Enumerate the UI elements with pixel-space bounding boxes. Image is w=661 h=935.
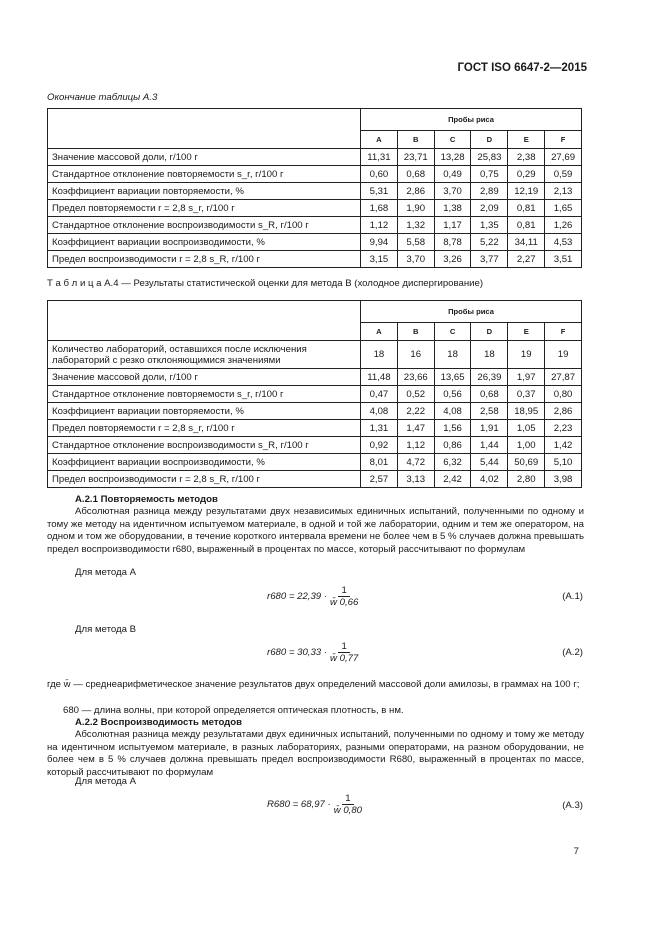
- cell-value: 8,01: [361, 454, 398, 471]
- cell-value: 2,13: [545, 183, 582, 200]
- where-line-2: 680 — длина волны, при которой определяется оптическая плотность, в нм.: [63, 705, 404, 716]
- cell-value: 0,68: [397, 166, 434, 183]
- row-label: Значение массовой доли, г/100 г: [48, 369, 361, 386]
- cell-value: 4,53: [545, 234, 582, 251]
- cell-value: 13,65: [434, 369, 471, 386]
- cell-value: 34,11: [508, 234, 545, 251]
- cell-value: 25,83: [471, 149, 508, 166]
- document-header: ГОСТ ISO 6647-2—2015: [457, 62, 587, 74]
- column-header: E: [508, 323, 545, 341]
- table-row: [48, 166, 582, 183]
- table-row: [48, 200, 582, 217]
- cell-value: 2,27: [508, 251, 545, 268]
- row-label: Значение массовой доли, г/100 г: [48, 149, 361, 166]
- cell-value: 4,72: [397, 454, 434, 471]
- table-row: [48, 420, 582, 437]
- table-row: [48, 437, 582, 454]
- cell-value: 0,92: [361, 437, 398, 454]
- row-label: Коэффициент вариации воспроизводимости, %: [48, 234, 361, 251]
- formula-a3-lhs: R680 = 68,97 ·: [267, 799, 331, 810]
- column-header: E: [508, 131, 545, 149]
- formula-a1-lhs: r680 = 22,39 ·: [267, 591, 328, 602]
- cell-value: 8,78: [434, 234, 471, 251]
- cell-value: 1,26: [545, 217, 582, 234]
- formula-a1-denominator: w̄ 0,66: [330, 597, 359, 608]
- cell-value: 2,42: [434, 471, 471, 488]
- cell-value: 23,66: [397, 369, 434, 386]
- row-label: Стандартное отклонение воспроизводимости s_R, г/100 г: [48, 437, 361, 454]
- cell-value: 1,38: [434, 200, 471, 217]
- cell-value: 0,86: [434, 437, 471, 454]
- cell-value: 3,98: [545, 471, 582, 488]
- cell-value: 5,58: [397, 234, 434, 251]
- table-a3-body: [48, 149, 582, 268]
- table-row: [48, 183, 582, 200]
- cell-value: 1,00: [508, 437, 545, 454]
- cell-value: 2,09: [471, 200, 508, 217]
- cell-value: 0,47: [361, 386, 398, 403]
- cell-value: 2,86: [397, 183, 434, 200]
- cell-value: 3,77: [471, 251, 508, 268]
- row-label: Стандартное отклонение повторяемости s_r, г/100 г: [48, 166, 361, 183]
- cell-value: 18: [471, 341, 508, 369]
- row-label: Коэффициент вариации повторяемости, %: [48, 403, 361, 420]
- formula-a2-number: (А.2): [562, 647, 583, 658]
- cell-value: 3,15: [361, 251, 398, 268]
- cell-value: 3,13: [397, 471, 434, 488]
- column-header: C: [434, 131, 471, 149]
- row-label: Коэффициент вариации повторяемости, %: [48, 183, 361, 200]
- cell-value: 2,58: [471, 403, 508, 420]
- cell-value: 9,94: [361, 234, 398, 251]
- table-a3-group-header: Пробы риса: [361, 109, 582, 131]
- cell-value: 1,47: [397, 420, 434, 437]
- cell-value: 5,31: [361, 183, 398, 200]
- cell-value: 0,56: [434, 386, 471, 403]
- cell-value: 1,42: [545, 437, 582, 454]
- section-a21-method-b: Для метода В: [75, 624, 136, 635]
- table-row: [48, 403, 582, 420]
- cell-value: 2,89: [471, 183, 508, 200]
- cell-value: 1,90: [397, 200, 434, 217]
- cell-value: 16: [397, 341, 434, 369]
- cell-value: 18,95: [508, 403, 545, 420]
- cell-value: 0,37: [508, 386, 545, 403]
- cell-value: 1,17: [434, 217, 471, 234]
- row-label: Стандартное отклонение повторяемости s_r, г/100 г: [48, 386, 361, 403]
- cell-value: 5,10: [545, 454, 582, 471]
- column-header: D: [471, 131, 508, 149]
- cell-value: 27,69: [545, 149, 582, 166]
- cell-value: 1,31: [361, 420, 398, 437]
- cell-value: 6,32: [434, 454, 471, 471]
- cell-value: 1,68: [361, 200, 398, 217]
- table-a4-caption-text: Результаты статистической оценки для метода В (холодное диспергирование): [133, 278, 484, 289]
- cell-value: 1,12: [397, 437, 434, 454]
- section-a21-paragraph: Абсолютная разница между результатами двух независимых единичных испытаний, полученными по одному и тому же методу на идентичном испытуемом материале, в одной и той же лаборатории, одним и тем же оператором, на одном и том же оборудовании, в течение короткого интервала времени не более чем в 5 % случаев должна превышать предел воспроизводимости r680, выраженный в процентах по массе, который рассчитывают по формулам: [47, 506, 584, 555]
- cell-value: 50,69: [508, 454, 545, 471]
- section-a22-paragraph: Абсолютная разница между результатами двух единичных испытаний, полученными по одному и тому же методу на идентичном испытуемом материале, в разных лабораториях, разными операторами, на разном оборудовании, не более чем в 5 % случаев должна превышать предел воспроизводимости R680, выраженный в процентах по массе, который рассчитывают по формулам: [47, 729, 584, 778]
- row-label: Коэффициент вариации воспроизводимости, %: [48, 454, 361, 471]
- cell-value: 11,48: [361, 369, 398, 386]
- cell-value: 4,02: [471, 471, 508, 488]
- cell-value: 1,56: [434, 420, 471, 437]
- table-a3-corner: [48, 109, 361, 149]
- cell-value: 4,08: [434, 403, 471, 420]
- formula-a3-number: (А.3): [562, 800, 583, 811]
- cell-value: 2,23: [545, 420, 582, 437]
- cell-value: 1,35: [471, 217, 508, 234]
- table-row: [48, 386, 582, 403]
- cell-value: 1,91: [471, 420, 508, 437]
- formula-a3-denominator: w̄ 0,80: [333, 805, 363, 816]
- cell-value: 0,59: [545, 166, 582, 183]
- section-a21-method-a: Для метода А: [75, 567, 136, 578]
- cell-value: 19: [545, 341, 582, 369]
- cell-value: 3,70: [397, 251, 434, 268]
- cell-value: 1,65: [545, 200, 582, 217]
- row-label: Предел воспроизводимости r = 2,8 s_R, г/100 г: [48, 471, 361, 488]
- cell-value: 5,22: [471, 234, 508, 251]
- cell-value: 0,75: [471, 166, 508, 183]
- table-a4-body: [48, 341, 582, 488]
- column-header: C: [434, 323, 471, 341]
- cell-value: 12,19: [508, 183, 545, 200]
- page-number: 7: [573, 846, 579, 857]
- cell-value: 2,80: [508, 471, 545, 488]
- column-header: B: [397, 323, 434, 341]
- cell-value: 5,44: [471, 454, 508, 471]
- table-a4-caption-prefix: Т а б л и ц а А.4 —: [47, 278, 131, 289]
- cell-value: 18: [434, 341, 471, 369]
- cell-value: 0,49: [434, 166, 471, 183]
- cell-value: 1,44: [471, 437, 508, 454]
- cell-value: 11,31: [361, 149, 398, 166]
- cell-value: 27,87: [545, 369, 582, 386]
- formula-a1-numerator: 1: [338, 585, 349, 597]
- cell-value: 3,51: [545, 251, 582, 268]
- cell-value: 23,71: [397, 149, 434, 166]
- cell-value: 0,81: [508, 200, 545, 217]
- row-label: Предел повторяемости r = 2,8 s_r, г/100 г: [48, 420, 361, 437]
- table-row: [48, 471, 582, 488]
- table-row: [48, 341, 582, 369]
- section-a22-method-a: Для метода А: [75, 776, 136, 787]
- formula-a2-denominator: w̄ 0,77: [330, 653, 359, 664]
- table-a3: [47, 108, 582, 268]
- formula-a1-number: (А.1): [562, 591, 583, 602]
- cell-value: 13,28: [434, 149, 471, 166]
- cell-value: 1,05: [508, 420, 545, 437]
- table-row: [48, 369, 582, 386]
- cell-value: 2,38: [508, 149, 545, 166]
- column-header: B: [397, 131, 434, 149]
- cell-value: 0,60: [361, 166, 398, 183]
- cell-value: 26,39: [471, 369, 508, 386]
- cell-value: 3,70: [434, 183, 471, 200]
- cell-value: 3,26: [434, 251, 471, 268]
- cell-value: 0,81: [508, 217, 545, 234]
- formula-a2-numerator: 1: [338, 641, 349, 653]
- row-label: Предел повторяемости r = 2,8 s_r, г/100 г: [48, 200, 361, 217]
- table-row: [48, 234, 582, 251]
- cell-value: 2,86: [545, 403, 582, 420]
- cell-value: 1,12: [361, 217, 398, 234]
- section-a21-title: А.2.1 Повторяемость методов: [75, 494, 218, 505]
- column-header: A: [361, 131, 398, 149]
- table-a3-caption: Окончание таблицы А.3: [47, 92, 158, 103]
- table-row: [48, 454, 582, 471]
- table-a4: [47, 300, 582, 488]
- cell-value: 0,68: [471, 386, 508, 403]
- column-header: A: [361, 323, 398, 341]
- cell-value: 4,08: [361, 403, 398, 420]
- table-row: [48, 217, 582, 234]
- formula-a2: [267, 641, 358, 664]
- column-header: D: [471, 323, 508, 341]
- formula-a3-numerator: 1: [342, 793, 353, 805]
- where-line-1: где w̄ — среднеарифметическое значение результатов двух определений массовой доли амилозы, в граммах на 100 г;: [47, 679, 580, 690]
- cell-value: 0,80: [545, 386, 582, 403]
- cell-value: 18: [361, 341, 398, 369]
- table-row: [48, 251, 582, 268]
- table-row: [48, 149, 582, 166]
- column-header: F: [545, 131, 582, 149]
- cell-value: 0,29: [508, 166, 545, 183]
- cell-value: 2,57: [361, 471, 398, 488]
- column-header: F: [545, 323, 582, 341]
- cell-value: 2,22: [397, 403, 434, 420]
- row-label: Стандартное отклонение воспроизводимости s_R, г/100 г: [48, 217, 361, 234]
- cell-value: 1,97: [508, 369, 545, 386]
- formula-a2-lhs: r680 = 30,33 ·: [267, 647, 328, 658]
- row-label: Предел воспроизводимости r = 2,8 s_R, г/100 г: [48, 251, 361, 268]
- table-a4-caption: [47, 278, 483, 289]
- section-a22-title: А.2.2 Воспроизводимость методов: [75, 717, 243, 728]
- formula-a1: [267, 585, 358, 608]
- cell-value: 1,32: [397, 217, 434, 234]
- cell-value: 0,52: [397, 386, 434, 403]
- row-label: Количество лабораторий, оставшихся после исключения лабораторий с резко отклоняющимися значениями: [48, 341, 361, 369]
- table-a4-group-header: Пробы риса: [361, 301, 582, 323]
- table-a4-corner: [48, 301, 361, 341]
- formula-a3: [267, 793, 362, 816]
- cell-value: 19: [508, 341, 545, 369]
